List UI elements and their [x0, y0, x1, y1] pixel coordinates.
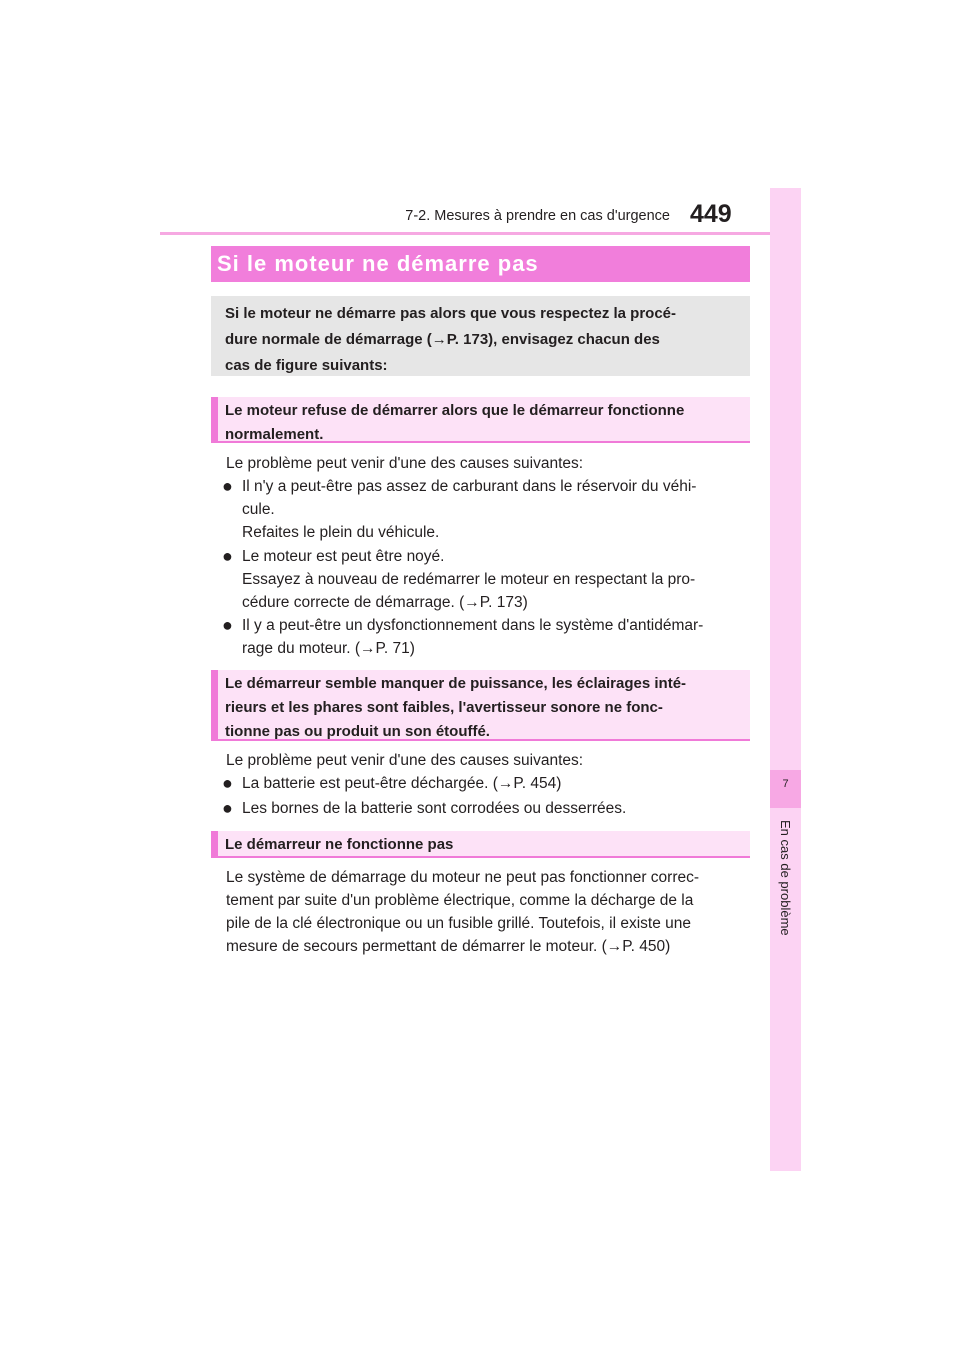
section1-heading-line: normalement. [225, 426, 324, 443]
chapter-label: En cas de problème [778, 820, 793, 936]
header-divider [160, 232, 800, 235]
section2-bullet [222, 797, 746, 820]
chapter-side-tab [770, 188, 801, 1171]
body-line: tement par suite d'un problème électrique, comme la décharge de la [226, 892, 694, 909]
section2-heading-line: Le démarreur semble manquer de puissance, les éclairages inté- [225, 675, 687, 692]
bullet-line: La batterie est peut-être déchargée. (→P. 454) [242, 775, 562, 792]
bullet-icon: ● [222, 798, 233, 818]
section2-lead: Le problème peut venir d'une des causes suivantes: [226, 752, 584, 769]
section1-bullet [222, 475, 746, 544]
bullet-line: cédure correcte de démarrage. (→P. 173) [242, 594, 528, 611]
page-title: Si le moteur ne démarre pas [217, 251, 539, 276]
intro-line: Si le moteur ne démarre pas alors que vous respectez la procé- [225, 305, 677, 322]
bullet-icon: ● [222, 546, 233, 566]
intro-line: cas de figure suivants: [225, 357, 388, 374]
section1-lead: Le problème peut venir d'une des causes suivantes: [226, 455, 584, 472]
bullet-line: Il n'y a peut-être pas assez de carburant dans le réservoir du véhi- [242, 478, 697, 495]
intro-box [211, 296, 750, 376]
section1-heading-line: Le moteur refuse de démarrer alors que le démarreur fonctionne [225, 402, 685, 419]
bullet-line: Il y a peut-être un dysfonctionnement dans le système d'antidémar- [242, 617, 704, 634]
chapter-number: 7 [782, 778, 789, 790]
bullet-line: Refaites le plein du véhicule. [242, 524, 440, 541]
intro-line: dure normale de démarrage (→P. 173), envisagez chacun des [225, 331, 660, 348]
page-title-bar [211, 246, 750, 282]
section1-heading [211, 397, 750, 443]
body-line: pile de la clé électronique ou un fusible grillé. Toutefois, il existe une [226, 915, 691, 932]
section1-bullet [222, 614, 746, 660]
section2-heading [211, 670, 750, 741]
bullet-line: Le moteur est peut être noyé. [242, 548, 445, 565]
section2-heading-line: rieurs et les phares sont faibles, l'avertisseur sonore ne fonc- [225, 699, 663, 716]
bullet-line: rage du moteur. (→P. 71) [242, 640, 415, 657]
bullet-icon: ● [222, 773, 233, 793]
section2-bullet [222, 772, 746, 795]
page-number: 449 [690, 200, 732, 228]
body-line: Le système de démarrage du moteur ne peut pas fonctionner correc- [226, 869, 700, 886]
bullet-line: cule. [242, 501, 275, 518]
section-title: 7-2. Mesures à prendre en cas d'urgence [405, 208, 670, 224]
section3-body [226, 866, 746, 958]
bullet-icon: ● [222, 615, 233, 635]
section1-bullet [222, 545, 746, 614]
section3-heading-line: Le démarreur ne fonctionne pas [225, 836, 454, 853]
section2-heading-line: tionne pas ou produit un son étouffé. [225, 723, 490, 740]
bullet-line: Essayez à nouveau de redémarrer le moteur en respectant la pro- [242, 571, 696, 588]
body-line: mesure de secours permettant de démarrer le moteur. (→P. 450) [226, 938, 671, 955]
bullet-line: Les bornes de la batterie sont corrodées ou desserrées. [242, 800, 627, 817]
bullet-icon: ● [222, 476, 233, 496]
section3-heading [211, 831, 750, 858]
